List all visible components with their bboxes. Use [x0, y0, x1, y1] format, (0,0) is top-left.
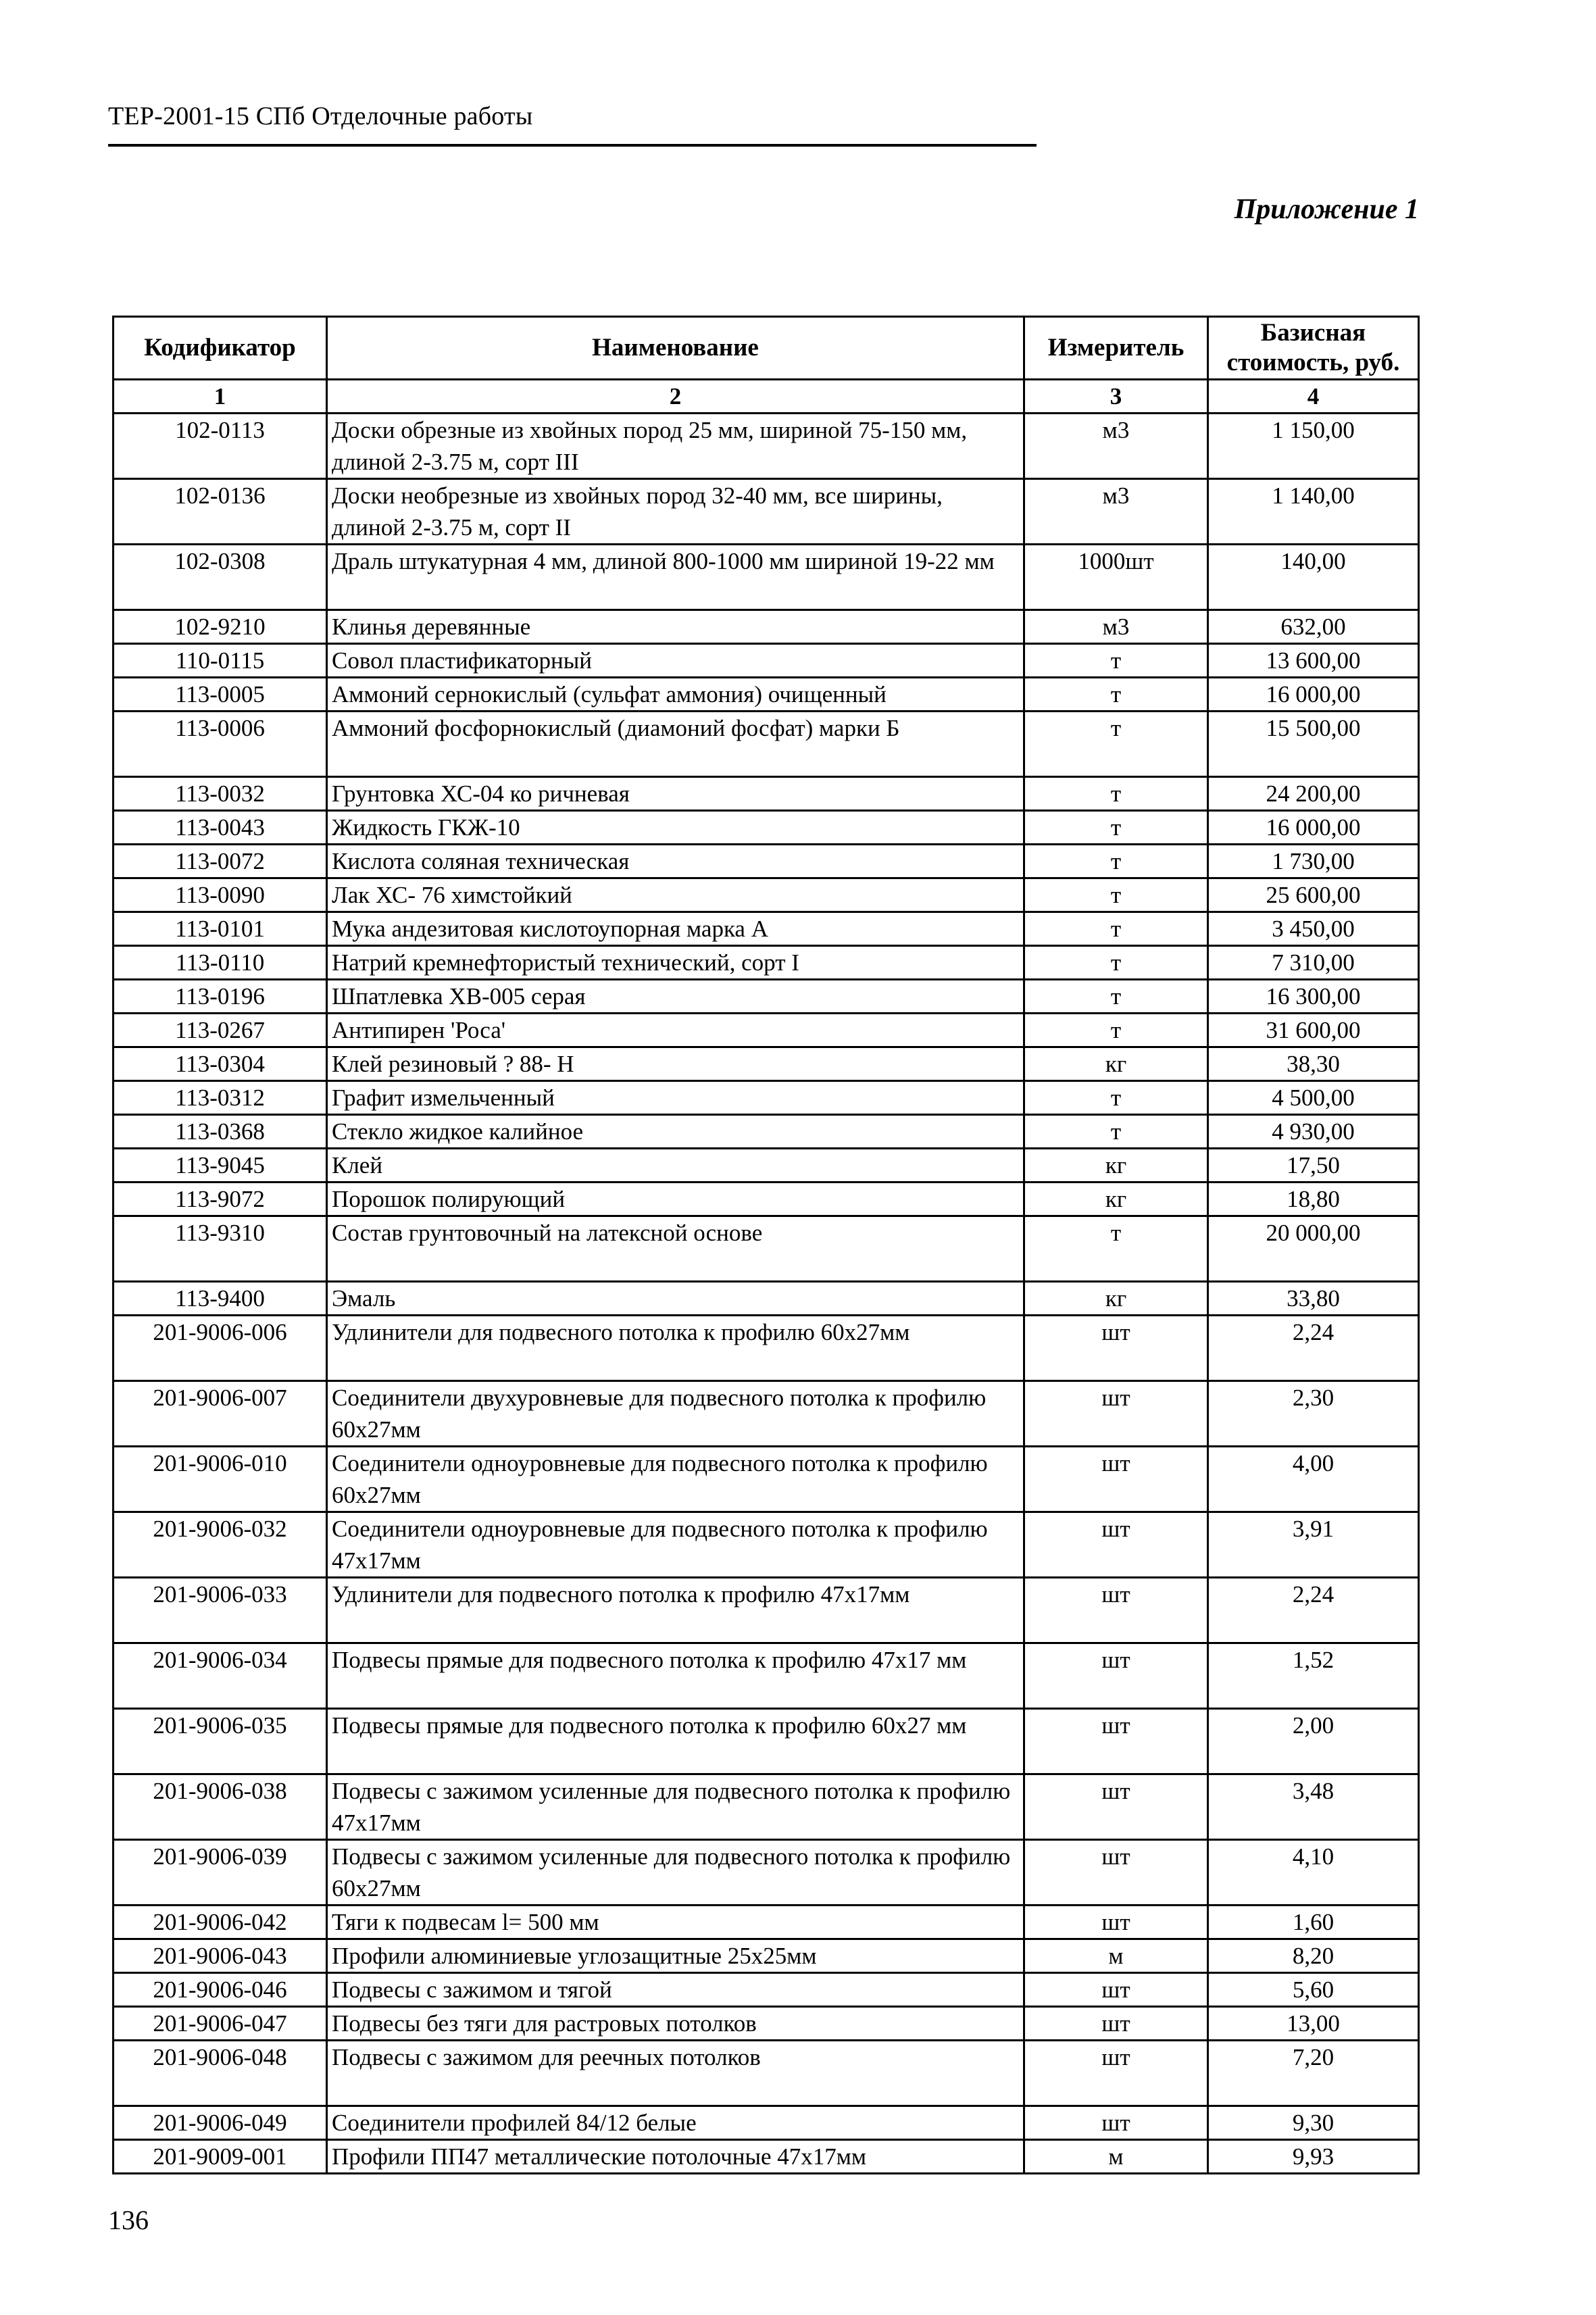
table-row	[114, 414, 1419, 479]
cell-price: 18,80	[1208, 1183, 1419, 1216]
cell-name: Соединители профилей 84/12 белые	[327, 2106, 1024, 2140]
cell-unit: шт	[1024, 1709, 1208, 1774]
cell-code: 113-0304	[114, 1047, 327, 1081]
table-row	[114, 2140, 1419, 2174]
table-row	[114, 1447, 1419, 1512]
table-body	[114, 414, 1419, 2174]
table-row	[114, 1973, 1419, 2007]
cell-unit: т	[1024, 845, 1208, 878]
cell-name: Подвесы прямые для подвесного потолка к профилю 47х17 мм	[327, 1643, 1024, 1709]
cell-unit: м	[1024, 1939, 1208, 1973]
cell-name: Состав грунтовочный на латексной основе	[327, 1216, 1024, 1282]
cell-unit: м3	[1024, 414, 1208, 479]
cell-name: Грунтовка ХС-04 ко ричневая	[327, 777, 1024, 811]
cell-name: Профили алюминиевые углозащитные 25х25мм	[327, 1939, 1024, 1973]
cell-name: Удлинители для подвесного потолка к профилю 60х27мм	[327, 1316, 1024, 1381]
table-row	[114, 1381, 1419, 1447]
cell-unit: 1000шт	[1024, 545, 1208, 610]
cell-name: Клей	[327, 1149, 1024, 1183]
cell-unit: шт	[1024, 1906, 1208, 1939]
cell-code: 113-0006	[114, 712, 327, 777]
cell-price: 13 600,00	[1208, 644, 1419, 678]
table-row	[114, 1774, 1419, 1840]
cell-name: Подвесы с зажимом и тягой	[327, 1973, 1024, 2007]
cell-code: 201-9006-034	[114, 1643, 327, 1709]
table-row	[114, 1014, 1419, 1047]
cell-name: Подвесы с зажимом усиленные для подвесного потолка к профилю 60х27мм	[327, 1840, 1024, 1906]
cell-name: Подвесы с зажимом для реечных потолков	[327, 2041, 1024, 2106]
cell-price: 4,00	[1208, 1447, 1419, 1512]
cell-unit: шт	[1024, 1973, 1208, 2007]
cell-unit: шт	[1024, 1578, 1208, 1643]
cell-price: 140,00	[1208, 545, 1419, 610]
cell-name: Удлинители для подвесного потолка к профилю 47х17мм	[327, 1578, 1024, 1643]
cell-price: 4,10	[1208, 1840, 1419, 1906]
cell-unit: м	[1024, 2140, 1208, 2174]
cell-code: 113-0043	[114, 811, 327, 845]
cell-price: 4 500,00	[1208, 1081, 1419, 1115]
cell-name: Шпатлевка ХВ-005 серая	[327, 980, 1024, 1014]
cell-code: 201-9006-039	[114, 1840, 327, 1906]
cell-price: 2,24	[1208, 1316, 1419, 1381]
cell-price: 24 200,00	[1208, 777, 1419, 811]
column-number-row	[114, 380, 1419, 414]
cell-price: 1 730,00	[1208, 845, 1419, 878]
cell-price: 1 140,00	[1208, 479, 1419, 545]
cell-name: Антипирен 'Роса'	[327, 1014, 1024, 1047]
cell-name: Аммоний фосфорнокислый (диамоний фосфат) марки Б	[327, 712, 1024, 777]
cell-name: Профили ПП47 металлические потолочные 47х17мм	[327, 2140, 1024, 2174]
cell-name: Подвесы с зажимом усиленные для подвесного потолка к профилю 47х17мм	[327, 1774, 1024, 1840]
header-divider	[108, 144, 1037, 147]
page-number: 136	[108, 2205, 149, 2235]
column-header-unit: Измеритель	[1024, 317, 1208, 380]
cell-price: 33,80	[1208, 1282, 1419, 1316]
cell-name: Аммоний сернокислый (сульфат аммония) очищенный	[327, 678, 1024, 712]
cell-name: Драль штукатурная 4 мм, длиной 800-1000 мм шириной 19-22 мм	[327, 545, 1024, 610]
column-header-code: Кодификатор	[114, 317, 327, 380]
cell-price: 2,30	[1208, 1381, 1419, 1447]
table-row	[114, 678, 1419, 712]
cell-name: Лак ХС- 76 химстойкий	[327, 878, 1024, 912]
cell-price: 5,60	[1208, 1973, 1419, 2007]
cell-code: 201-9006-048	[114, 2041, 327, 2106]
cell-code: 113-0196	[114, 980, 327, 1014]
cell-name: Подвесы прямые для подвесного потолка к профилю 60х27 мм	[327, 1709, 1024, 1774]
cell-name: Доски необрезные из хвойных пород 32-40 мм, все ширины, длиной 2-3.75 м, сорт II	[327, 479, 1024, 545]
cell-unit: м3	[1024, 479, 1208, 545]
cell-unit: шт	[1024, 1381, 1208, 1447]
cell-name: Порошок полирующий	[327, 1183, 1024, 1216]
cell-price: 3 450,00	[1208, 912, 1419, 946]
cell-price: 9,93	[1208, 2140, 1419, 2174]
cell-price: 632,00	[1208, 610, 1419, 644]
table-row	[114, 1047, 1419, 1081]
cell-code: 113-0368	[114, 1115, 327, 1149]
cell-code: 201-9006-007	[114, 1381, 327, 1447]
table-row	[114, 2041, 1419, 2106]
cell-code: 201-9006-033	[114, 1578, 327, 1643]
cell-code: 113-0090	[114, 878, 327, 912]
table-header-row	[114, 317, 1419, 380]
cell-unit: т	[1024, 1081, 1208, 1115]
table-row	[114, 1840, 1419, 1906]
cell-unit: м3	[1024, 610, 1208, 644]
cell-unit: шт	[1024, 1840, 1208, 1906]
cell-unit: т	[1024, 678, 1208, 712]
cell-code: 102-0136	[114, 479, 327, 545]
cell-code: 201-9006-047	[114, 2007, 327, 2041]
cell-unit: т	[1024, 712, 1208, 777]
appendix-label: Приложение 1	[1234, 194, 1419, 225]
table-row	[114, 1183, 1419, 1216]
cell-price: 7,20	[1208, 2041, 1419, 2106]
cell-unit: шт	[1024, 1316, 1208, 1381]
table-row	[114, 2106, 1419, 2140]
cell-name: Соединители одноуровневые для подвесного потолка к профилю 47х17мм	[327, 1512, 1024, 1578]
column-header-name: Наименование	[327, 317, 1024, 380]
table-row	[114, 644, 1419, 678]
cell-unit: шт	[1024, 1512, 1208, 1578]
table-row	[114, 610, 1419, 644]
cell-price: 25 600,00	[1208, 878, 1419, 912]
cell-unit: кг	[1024, 1183, 1208, 1216]
table-row	[114, 845, 1419, 878]
table-row	[114, 878, 1419, 912]
cell-name: Соединители одноуровневые для подвесного потолка к профилю 60х27мм	[327, 1447, 1024, 1512]
cell-price: 2,00	[1208, 1709, 1419, 1774]
table-row	[114, 1939, 1419, 1973]
column-number: 4	[1208, 380, 1419, 414]
table-row	[114, 1512, 1419, 1578]
cell-unit: шт	[1024, 1643, 1208, 1709]
cell-price: 16 300,00	[1208, 980, 1419, 1014]
cell-name: Натрий кремнефтористый технический, сорт I	[327, 946, 1024, 980]
cell-name: Подвесы без тяги для растровых потолков	[327, 2007, 1024, 2041]
cell-price: 1 150,00	[1208, 414, 1419, 479]
cell-code: 113-0005	[114, 678, 327, 712]
table-row	[114, 1282, 1419, 1316]
cell-price: 8,20	[1208, 1939, 1419, 1973]
cell-code: 102-0113	[114, 414, 327, 479]
table-row	[114, 1115, 1419, 1149]
column-number: 3	[1024, 380, 1208, 414]
cell-price: 15 500,00	[1208, 712, 1419, 777]
cell-name: Тяги к подвесам l= 500 мм	[327, 1906, 1024, 1939]
cell-name: Клинья деревянные	[327, 610, 1024, 644]
table-row	[114, 1906, 1419, 1939]
cell-unit: т	[1024, 1216, 1208, 1282]
cell-unit: кг	[1024, 1047, 1208, 1081]
table-row	[114, 2007, 1419, 2041]
table-row	[114, 980, 1419, 1014]
cell-code: 113-9045	[114, 1149, 327, 1183]
cell-price: 20 000,00	[1208, 1216, 1419, 1282]
cell-name: Эмаль	[327, 1282, 1024, 1316]
materials-price-table	[112, 316, 1420, 2174]
cell-code: 113-0032	[114, 777, 327, 811]
document-header-title: ТЕР-2001-15 СПб Отделочные работы	[108, 102, 533, 130]
cell-unit: т	[1024, 946, 1208, 980]
cell-unit: кг	[1024, 1149, 1208, 1183]
cell-price: 1,52	[1208, 1643, 1419, 1709]
cell-unit: шт	[1024, 2007, 1208, 2041]
table-row	[114, 1709, 1419, 1774]
cell-price: 31 600,00	[1208, 1014, 1419, 1047]
cell-name: Доски обрезные из хвойных пород 25 мм, шириной 75-150 мм, длиной 2-3.75 м, сорт III	[327, 414, 1024, 479]
table-row	[114, 1316, 1419, 1381]
cell-name: Соединители двухуровневые для подвесного потолка к профилю 60х27мм	[327, 1381, 1024, 1447]
cell-unit: т	[1024, 878, 1208, 912]
cell-price: 3,91	[1208, 1512, 1419, 1578]
cell-price: 16 000,00	[1208, 811, 1419, 845]
table-row	[114, 479, 1419, 545]
cell-unit: т	[1024, 1014, 1208, 1047]
cell-unit: шт	[1024, 2041, 1208, 2106]
cell-unit: т	[1024, 777, 1208, 811]
cell-name: Клей резиновый ? 88- Н	[327, 1047, 1024, 1081]
cell-price: 1,60	[1208, 1906, 1419, 1939]
cell-code: 113-0101	[114, 912, 327, 946]
cell-code: 201-9006-042	[114, 1906, 327, 1939]
cell-unit: т	[1024, 644, 1208, 678]
cell-code: 113-0072	[114, 845, 327, 878]
cell-code: 201-9006-032	[114, 1512, 327, 1578]
cell-price: 38,30	[1208, 1047, 1419, 1081]
cell-unit: кг	[1024, 1282, 1208, 1316]
cell-unit: т	[1024, 811, 1208, 845]
column-number: 1	[114, 380, 327, 414]
cell-code: 201-9006-049	[114, 2106, 327, 2140]
cell-price: 17,50	[1208, 1149, 1419, 1183]
cell-price: 7 310,00	[1208, 946, 1419, 980]
cell-code: 113-9072	[114, 1183, 327, 1216]
table-row	[114, 777, 1419, 811]
cell-unit: т	[1024, 1115, 1208, 1149]
cell-code: 113-0267	[114, 1014, 327, 1047]
table-row	[114, 1578, 1419, 1643]
table-row	[114, 912, 1419, 946]
cell-price: 16 000,00	[1208, 678, 1419, 712]
cell-code: 113-9310	[114, 1216, 327, 1282]
cell-unit: шт	[1024, 2106, 1208, 2140]
cell-price: 3,48	[1208, 1774, 1419, 1840]
cell-code: 201-9006-035	[114, 1709, 327, 1774]
cell-name: Графит измельченный	[327, 1081, 1024, 1115]
cell-code: 113-9400	[114, 1282, 327, 1316]
cell-price: 9,30	[1208, 2106, 1419, 2140]
table-row	[114, 1216, 1419, 1282]
table-row	[114, 712, 1419, 777]
column-header-price: Базисная стоимость, руб.	[1208, 317, 1419, 380]
cell-code: 201-9006-010	[114, 1447, 327, 1512]
cell-code: 201-9006-043	[114, 1939, 327, 1973]
cell-code: 201-9006-006	[114, 1316, 327, 1381]
table-row	[114, 811, 1419, 845]
table-row	[114, 1081, 1419, 1115]
cell-price: 2,24	[1208, 1578, 1419, 1643]
table-row	[114, 1643, 1419, 1709]
cell-name: Совол пластификаторный	[327, 644, 1024, 678]
cell-price: 13,00	[1208, 2007, 1419, 2041]
cell-code: 102-0308	[114, 545, 327, 610]
cell-unit: шт	[1024, 1447, 1208, 1512]
table-row	[114, 545, 1419, 610]
cell-code: 201-9006-046	[114, 1973, 327, 2007]
cell-name: Кислота соляная техническая	[327, 845, 1024, 878]
cell-code: 201-9009-001	[114, 2140, 327, 2174]
column-number: 2	[327, 380, 1024, 414]
cell-code: 113-0110	[114, 946, 327, 980]
cell-code: 201-9006-038	[114, 1774, 327, 1840]
cell-unit: шт	[1024, 1774, 1208, 1840]
cell-name: Жидкость ГКЖ-10	[327, 811, 1024, 845]
cell-unit: т	[1024, 980, 1208, 1014]
table-row	[114, 1149, 1419, 1183]
cell-unit: т	[1024, 912, 1208, 946]
cell-code: 110-0115	[114, 644, 327, 678]
table-row	[114, 946, 1419, 980]
cell-name: Мука андезитовая кислотоупорная марка А	[327, 912, 1024, 946]
cell-code: 113-0312	[114, 1081, 327, 1115]
cell-price: 4 930,00	[1208, 1115, 1419, 1149]
cell-name: Стекло жидкое калийное	[327, 1115, 1024, 1149]
cell-code: 102-9210	[114, 610, 327, 644]
